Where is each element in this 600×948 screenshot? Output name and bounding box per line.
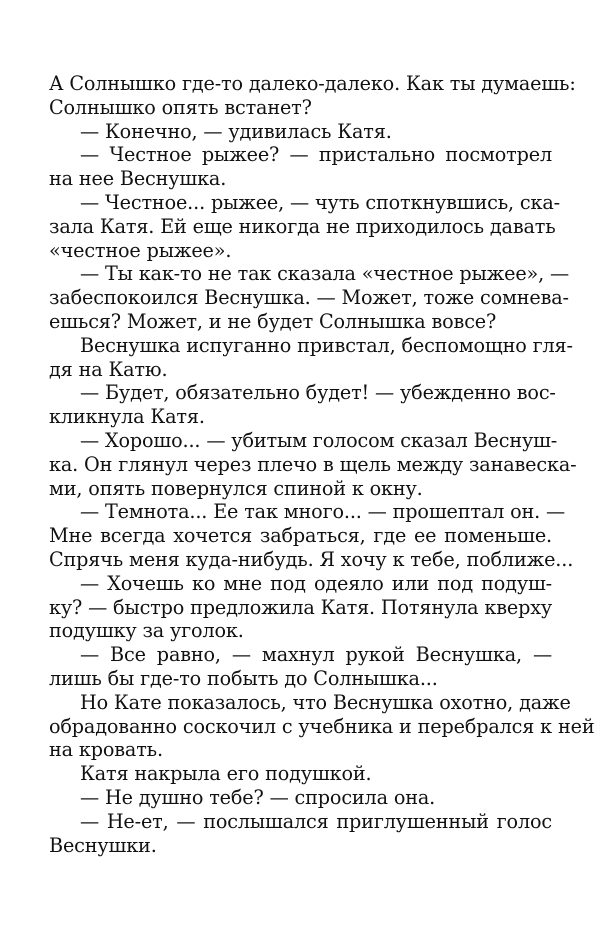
text-line: обрадованно соскочил с учебника и перебрался к ней [49, 714, 595, 738]
text-line: — Честное... рыжее, — чуть споткнувшись, ска- [80, 190, 560, 214]
text-line: Мне всегда хочется забраться, где ее поменьше. [49, 524, 552, 548]
text-line: — Все равно, — махнул рукой Веснушка, — [80, 643, 552, 667]
text-line: зала Катя. Ей еще никогда не приходилось давать [49, 214, 556, 238]
text-line: Но Кате показалось, что Веснушка охотно, даже [80, 690, 571, 714]
text-line: — Темнота... Ее так много... — прошептал он. — [80, 500, 566, 524]
text-line: забеспокоился Веснушка. — Может, тоже сомнева- [49, 286, 569, 310]
text-line: — Ты как-то не так сказала «честное рыжее», — [80, 262, 570, 286]
text-line: — Конечно, — удивилась Катя. [80, 119, 392, 143]
text-line: — Хорошо... — убитым голосом сказал Веснуш- [80, 428, 558, 452]
text-line: Спрячь меня куда-нибудь. Я хочу к тебе, поближе... [49, 547, 574, 571]
text-line: ешься? Может, и не будет Солнышка вовсе? [49, 309, 497, 333]
text-line: — Не-ет, — послышался приглушенный голос [80, 809, 552, 833]
text-line: на нее Веснушка. [49, 167, 227, 191]
text-line: — Хочешь ко мне под одеяло или под подуш- [80, 571, 552, 595]
text-line: ку? — быстро предложила Катя. Потянула кверху [49, 595, 553, 619]
text-line: — Честное рыжее? — пристально посмотрел [80, 143, 552, 167]
text-line: ми, опять повернулся спиной к окну. [49, 476, 423, 500]
text-line: подушку за уголок. [49, 619, 244, 643]
text-line: «честное рыжее». [49, 238, 232, 262]
text-line: кликнула Катя. [49, 405, 205, 429]
text-line: Катя накрыла его подушкой. [80, 762, 372, 786]
text-line: Веснушки. [49, 833, 157, 857]
text-line: А Солнышко где-то далеко-далеко. Как ты думаешь: [49, 72, 576, 95]
text-line: дя на Катю. [49, 357, 168, 381]
page-text [49, 72, 595, 857]
text-line: на кровать. [49, 738, 163, 762]
text-line: — Не душно тебе? — спросила она. [80, 785, 436, 809]
text-line: Веснушка испуганно привстал, беспомощно гля- [80, 333, 573, 357]
text-line: ка. Он глянул через плечо в щель между занавеска- [49, 452, 577, 476]
text-line: лишь бы где-то побыть до Солнышка... [49, 666, 438, 690]
text-line: Солнышко опять встанет? [49, 95, 312, 119]
text-line: — Будет, обязательно будет! — убежденно вос- [80, 381, 556, 405]
